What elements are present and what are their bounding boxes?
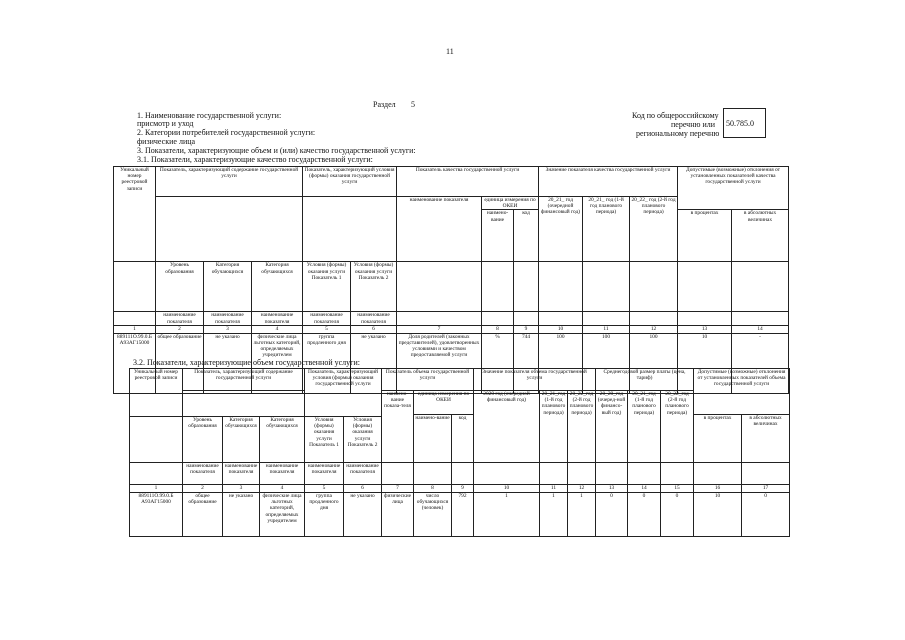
- code-label-line2: перечню или: [671, 120, 716, 129]
- q-num: 5: [303, 325, 351, 333]
- v-row-v2: 1: [540, 493, 568, 537]
- v-num: 11: [540, 485, 568, 493]
- v-h-volume: Показатель объема государственной услуги: [382, 369, 474, 391]
- v-num: 2: [183, 485, 223, 493]
- q-row-registry: 889111О.99.0.Б А93АГ15000: [114, 333, 156, 393]
- q-h-quality: Показатель качества государственной услуги: [397, 167, 539, 197]
- q-num: 13: [678, 325, 732, 333]
- q-h-conditions: Показатель, характеризующий условия (формы) оказания государственной услуги: [303, 167, 397, 197]
- v-num: 16: [694, 485, 742, 493]
- v-row-p2: 0: [628, 493, 661, 537]
- q-row-v3: 100: [630, 333, 678, 393]
- q-num: 1: [114, 325, 156, 333]
- q-h-cond2: Условия (формы) оказания услуги Показатель 2: [351, 262, 397, 312]
- q-row-cat2: физические лица льготных категорий, определяемых учредителем: [252, 333, 303, 393]
- q-row-cond1: группа продленного дня: [303, 333, 351, 393]
- v-row-unit-code: 792: [452, 493, 474, 537]
- v-h-cat2: Категория обучающихся: [260, 417, 305, 463]
- code-box: [723, 108, 766, 138]
- v-row-cat2: физические лица льготных категорий, определяемых учредителем: [260, 493, 305, 537]
- consumers-value: физические лица: [137, 137, 196, 146]
- volume-title: 3.2. Показатели, характеризующие объем государственной услуги:: [133, 358, 360, 367]
- v-h-deviation: Допустимые (возможные) отклонения от установленных показателей объема государственной услуги: [694, 369, 790, 415]
- v-h-indicator-name: наимено-вание показа-теля: [382, 391, 414, 463]
- v-num: 1: [130, 485, 183, 493]
- q-num: 3: [204, 325, 252, 333]
- v-row-unit-name: число обучающихся (человек): [414, 493, 452, 537]
- q-row-unit-code: 744: [514, 333, 539, 393]
- q-h-unit: единица измерения по ОКЕИ: [482, 197, 539, 210]
- v-row-cond1: группа продленного дня: [305, 493, 344, 537]
- v-num: 3: [223, 485, 260, 493]
- v-row-cond2: не указано: [344, 493, 382, 537]
- q-h-content: Показатель, характеризующий содержание государственной услуги: [156, 167, 303, 197]
- q-row-v2: 100: [583, 333, 630, 393]
- v-h-indname-3: наименование показателя: [260, 463, 305, 485]
- q-h-year2: 20_21_ год (1-й год планового периода): [583, 197, 630, 262]
- q-num: 12: [630, 325, 678, 333]
- v-h-indname-1: наименование показателя: [183, 463, 223, 485]
- q-h-indname-2: наименование показателя: [204, 312, 252, 325]
- v-h-content: Показатель, характеризующий содержание государственной услуги: [183, 369, 305, 391]
- v-h-conditions: Показатель, характеризующий условия (формы) оказания государственной услуги: [305, 369, 382, 417]
- q-h-registry: Уникальный номер реестровой записи: [114, 167, 156, 262]
- q-num: 11: [583, 325, 630, 333]
- page-number: 11: [446, 47, 454, 56]
- v-num: 10: [474, 485, 540, 493]
- v-h-indname-4: наименование показателя: [305, 463, 344, 485]
- q-h-conditions-sub: [303, 197, 397, 262]
- q-h-deviation: Допустимые (возможные) отклонения от установленных показателей качества государственной услуги: [678, 167, 789, 210]
- v-h-cond1: Условия (формы) оказания услуги Показатель 1: [305, 417, 344, 463]
- v-num: 9: [452, 485, 474, 493]
- v-h-year2: 20_21_год (1-й год планового периода): [540, 391, 568, 463]
- q-h-unit-code: код: [514, 210, 539, 262]
- v-h-indname-2: наименование показателя: [223, 463, 260, 485]
- q-num: 7: [397, 325, 482, 333]
- q-num: 4: [252, 325, 303, 333]
- v-h-unit-code: код: [452, 415, 474, 463]
- v-h-cat1: Категория обучающихся: [223, 417, 260, 463]
- v-row-v3: 1: [568, 493, 596, 537]
- section-label: Раздел: [373, 100, 396, 109]
- q-h-indname-4: наименование показателя: [303, 312, 351, 325]
- v-num: 12: [568, 485, 596, 493]
- q-row-pct: 10: [678, 333, 732, 393]
- v-h-unit: единица измерения по ОКЕИ: [414, 391, 474, 415]
- v-h-price1: 20_20_год (очеред-ной финансо-вый год): [596, 391, 628, 463]
- v-h-registry: Уникальный номер реестровой записи: [130, 369, 183, 417]
- q-h-indname-3: наименование показателя: [252, 312, 303, 325]
- v-h-abs: в абсолютных величинах: [742, 415, 790, 463]
- indicators-header: 3. Показатели, характеризующие объем и (или) качество государственной услуги:: [137, 146, 416, 155]
- v-h-price3: 20_22_год (2-й год планового периода): [661, 391, 694, 463]
- q-h-year1: 20_21_ год (очередной финансовый год): [539, 197, 583, 262]
- service-name-label: 1. Наименование государственной услуги:: [137, 111, 282, 120]
- v-num: 7: [382, 485, 414, 493]
- q-row-abs: -: [732, 333, 789, 393]
- v-h-unit-name: наимено-вание: [414, 415, 452, 463]
- code-label-line1: Код по общероссийскому: [632, 111, 719, 120]
- v-row-indicator: физические лица: [382, 493, 414, 537]
- q-num: 9: [514, 325, 539, 333]
- q-h-content-sub: [156, 197, 303, 262]
- consumers-label: 2. Категории потребителей государственной услуги:: [137, 128, 316, 137]
- v-h-values: Значение показателя объема государственной услуги: [474, 369, 596, 391]
- q-row-unit-name: %: [482, 333, 514, 393]
- q-h-indname-1: наименование показателя: [156, 312, 204, 325]
- q-h-values: Значение показателя качества государственной услуги: [539, 167, 678, 197]
- q-number-row: [114, 325, 789, 333]
- v-num: 15: [661, 485, 694, 493]
- q-h-unit-name: наимено-вание: [482, 210, 514, 262]
- v-h-year3: 20_22_год (2-й год планового периода): [568, 391, 596, 463]
- v-h-pct: в процентах: [694, 415, 742, 463]
- v-row-v1: 1: [474, 493, 540, 537]
- v-num: 4: [260, 485, 305, 493]
- q-num: 8: [482, 325, 514, 333]
- q-num: 14: [732, 325, 789, 333]
- q-row-indicator: Доля родителей (законных представителей), удовлетворенных условиями и качеством предоставляемой услуги: [397, 333, 482, 393]
- q-h-year3: 20_22_ год (2-й год планового периода): [630, 197, 678, 262]
- v-h-price: Среднегодовой размер платы (цена, тариф): [596, 369, 694, 391]
- q-h-pct: в процентах: [678, 210, 732, 262]
- v-row-registry: 889111О.99.0.Б А93АГ15000: [130, 493, 183, 537]
- v-h-price2: 20_21_год (1-й год планового периода): [628, 391, 661, 463]
- v-h-year1: 2020 год (очередной финансовый год): [474, 391, 540, 463]
- q-row-cond2: не указано: [351, 333, 397, 393]
- code-value: 50.785.0: [726, 119, 754, 128]
- q-h-level: Уровень образования: [156, 262, 204, 312]
- q-h-indname-5: наименование показателя: [351, 312, 397, 325]
- v-row-cat1: не указано: [223, 493, 260, 537]
- v-row-p3: 0: [661, 493, 694, 537]
- q-num: 10: [539, 325, 583, 333]
- q-h-indicator-name: наименование показателя: [397, 197, 482, 262]
- v-h-cond2: Условия (формы) оказания услуги Показатель 2: [344, 417, 382, 463]
- v-row-pct: 10: [694, 493, 742, 537]
- v-num: 5: [305, 485, 344, 493]
- v-row-abs: 0: [742, 493, 790, 537]
- q-h-cat1: Категория обучающихся: [204, 262, 252, 312]
- service-name-value: присмотр и уход: [137, 119, 194, 128]
- q-h-cond1: Условия (формы) оказания услуги Показатель 1: [303, 262, 351, 312]
- volume-table: [129, 368, 790, 537]
- v-h-indname-5: наименование показателя: [344, 463, 382, 485]
- q-num: 6: [351, 325, 397, 333]
- v-num: 17: [742, 485, 790, 493]
- q-num: 2: [156, 325, 204, 333]
- q-h-cat2: Категория обучающихся: [252, 262, 303, 312]
- table-row: [130, 493, 790, 537]
- v-num: 13: [596, 485, 628, 493]
- v-num: 6: [344, 485, 382, 493]
- q-row-level: общее образование: [156, 333, 204, 393]
- section-number: 5: [411, 100, 415, 109]
- code-label-line3: региональному перечню: [636, 129, 720, 138]
- v-number-row: [130, 485, 790, 493]
- v-num: 14: [628, 485, 661, 493]
- v-row-p1: 0: [596, 493, 628, 537]
- v-row-level: общее образование: [183, 493, 223, 537]
- v-h-level: Уровень образования: [183, 417, 223, 463]
- q-row-cat1: не указано: [204, 333, 252, 393]
- q-row-v1: 100: [539, 333, 583, 393]
- v-num: 8: [414, 485, 452, 493]
- quality-title: 3.1. Показатели, характеризующие качество государственной услуги:: [137, 155, 373, 164]
- q-h-abs: в абсолютных величинах: [732, 210, 789, 262]
